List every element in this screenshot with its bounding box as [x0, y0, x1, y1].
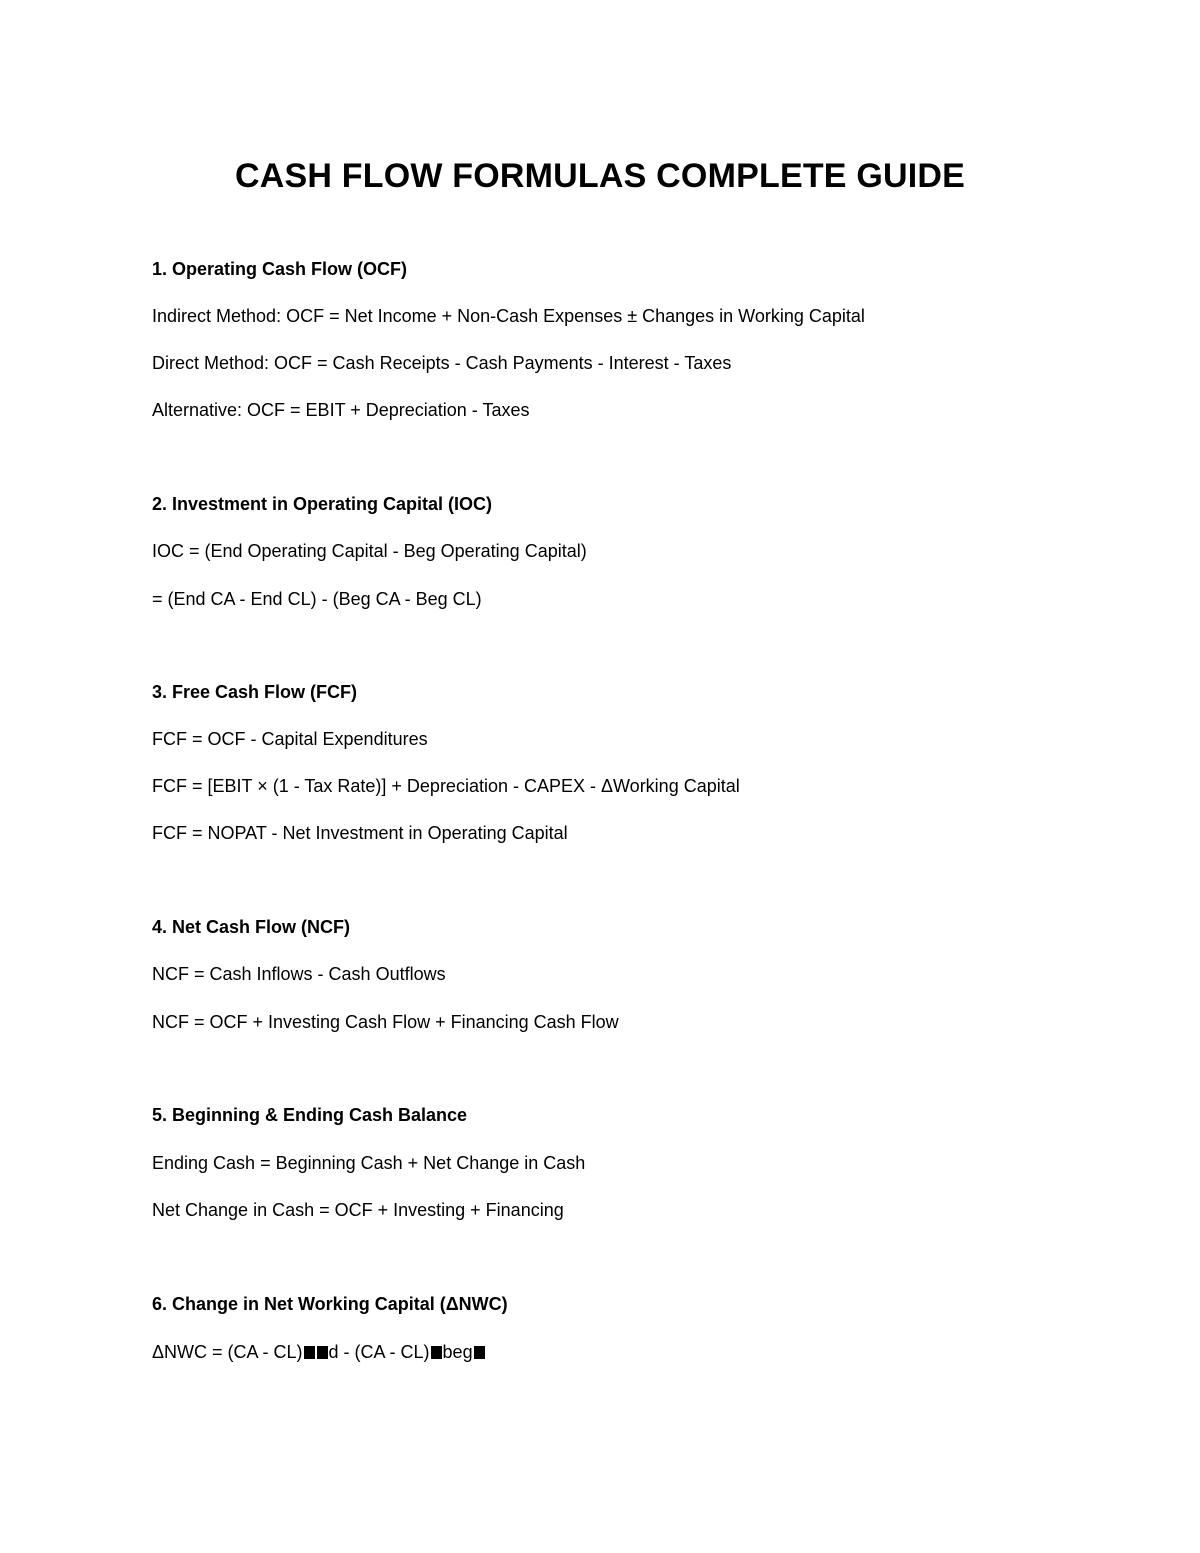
formula-line: FCF = [EBIT × (1 - Tax Rate)] + Depreciation - CAPEX - ΔWorking Capital: [152, 776, 740, 796]
section-net-cash-flow: [152, 915, 1132, 1034]
formula-line: NCF = Cash Inflows - Cash Outflows: [152, 964, 446, 984]
section-change-net-working-capital: [152, 1292, 1132, 1364]
formula-line: FCF = NOPAT - Net Investment in Operating Capital: [152, 823, 568, 843]
section-heading: 5. Beginning & Ending Cash Balance: [152, 1105, 468, 1125]
missing-glyph-icon: [474, 1346, 485, 1359]
formula-line: Ending Cash = Beginning Cash + Net Change in Cash: [152, 1153, 586, 1173]
section-heading: 3. Free Cash Flow (FCF): [152, 682, 358, 702]
missing-glyph-icon: [304, 1346, 315, 1359]
section-heading: 1. Operating Cash Flow (OCF): [152, 259, 408, 279]
section-heading: 4. Net Cash Flow (NCF): [152, 917, 351, 937]
missing-glyph-icon: [317, 1346, 328, 1359]
formula-line: Alternative: OCF = EBIT + Depreciation - Taxes: [152, 400, 530, 420]
formula-part: beg: [442, 1342, 473, 1362]
formula-line: = (End CA - End CL) - (Beg CA - Beg CL): [152, 589, 482, 609]
section-heading: 6. Change in Net Working Capital (ΔNWC): [152, 1294, 508, 1314]
formula-line: Direct Method: OCF = Cash Receipts - Cash Payments - Interest - Taxes: [152, 353, 732, 373]
section-investment-operating-capital: [152, 492, 1132, 611]
section-heading: 2. Investment in Operating Capital (IOC): [152, 494, 493, 514]
section-operating-cash-flow: [152, 257, 1132, 422]
formula-line: [152, 1340, 1132, 1364]
formula-line: NCF = OCF + Investing Cash Flow + Financing Cash Flow: [152, 1012, 619, 1032]
formula-line: Indirect Method: OCF = Net Income + Non-Cash Expenses ± Changes in Working Capital: [152, 306, 865, 326]
formula-part: ΔNWC = (CA - CL): [152, 1342, 303, 1362]
section-cash-balance: [152, 1103, 1132, 1222]
formula-part: d - (CA - CL): [328, 1342, 430, 1362]
missing-glyph-icon: [431, 1346, 442, 1359]
document-title: CASH FLOW FORMULAS COMPLETE GUIDE: [234, 157, 965, 195]
formula-line: Net Change in Cash = OCF + Investing + Financing: [152, 1200, 564, 1220]
section-free-cash-flow: [152, 680, 1132, 845]
formula-line: IOC = (End Operating Capital - Beg Operating Capital): [152, 541, 587, 561]
formula-line: FCF = OCF - Capital Expenditures: [152, 729, 428, 749]
